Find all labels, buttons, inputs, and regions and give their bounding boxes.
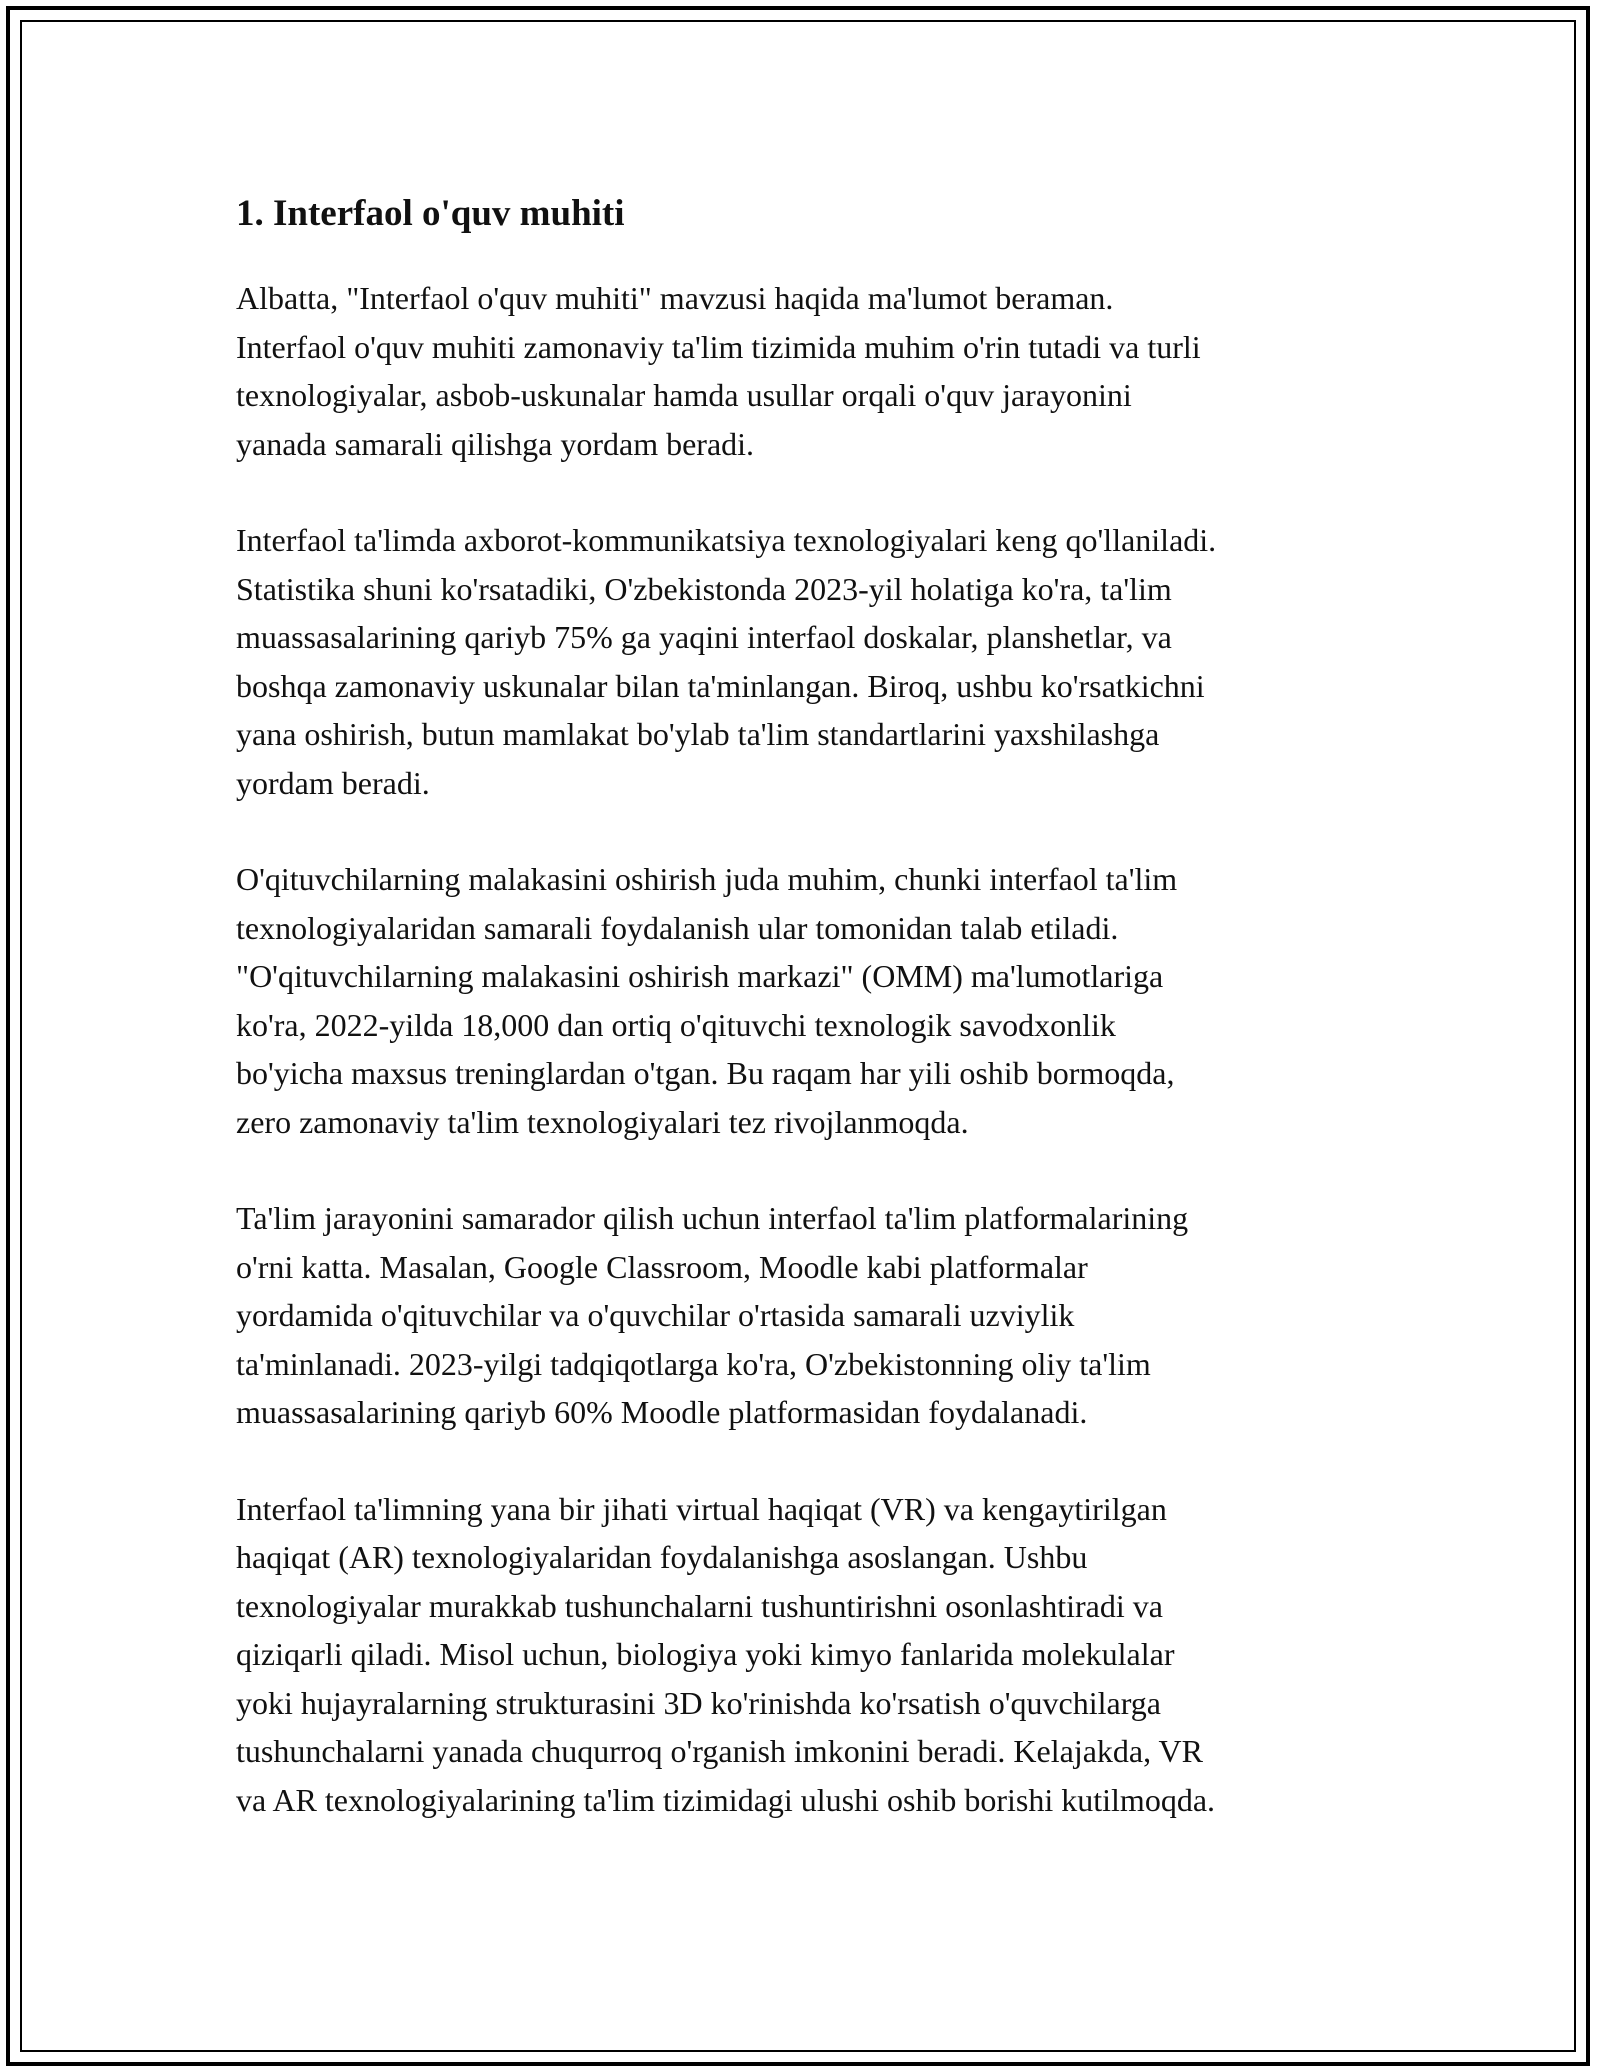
document-body <box>236 184 1396 1872</box>
paragraph-teacher-training: O'qituvchilarning malakasini oshirish juda muhim, chunki interfaol ta'lim texnologiyalaridan samarali foydalanish ular tomonidan talab etiladi. "O'qituvchilarning malakasini oshirish markazi" (OMM) ma'lumotlariga ko'ra, 2022-yilda 18,000 dan ortiq o'qituvchi texnologik savodxonlik bo'yicha maxsus treninglardan o'tgan. Bu raqam har yili oshib bormoqda, zero zamonaviy ta'lim texnologiyalari tez rivojlanmoqda. <box>236 861 1178 1140</box>
paragraph-vr-ar: Interfaol ta'limning yana bir jihati virtual haqiqat (VR) va kengaytirilgan haqiqat (AR) texnologiyalaridan foydalanishga asoslangan. Ushbu texnologiyalar murakkab tushunchalarni tushuntirishni osonlashtiradi va qiziqarli qiladi. Misol uchun, biologiya yoki kimyo fanlarida molekulalar yoki hujayralarning strukturasini 3D ko'rinishda ko'rsatish o'quvchilarga tushunchalarni yanada chuqurroq o'rganish imkonini beradi. Kelajakda, VR va AR texnologiyalarining ta'lim tizimidagi ulushi oshib borishi kutilmoqda. <box>236 1490 1216 1818</box>
paragraph-platforms: Ta'lim jarayonini samarador qilish uchun interfaol ta'lim platformalarining o'rni katta. Masalan, Google Classroom, Moodle kabi platformalar yordamida o'qituvchilar va o'quvchilar o'rtasida samarali uzviylik ta'minlanadi. 2023-yilgi tadqiqotlarga ko'ra, O'zbekistonning oliy ta'lim muassasalarining qariyb 60% Moodle platformasidan foydalanadi. <box>236 1200 1189 1430</box>
paragraph-ict-statistics: Interfaol ta'limda axborot-kommunikatsiya texnologiyalari keng qo'llaniladi. Statistika shuni ko'rsatadiki, O'zbekistonda 2023-yil holatiga ko'ra, ta'lim muassasalarining qariyb 75% ga yaqini interfaol doskalar, planshetlar, va boshqa zamonaviy uskunalar bilan ta'minlangan. Biroq, ushbu ko'rsatkichni yana oshirish, butun mamlakat bo'ylab ta'lim standartlarini yaxshilashga yordam beradi. <box>236 522 1217 801</box>
section-heading: 1. Interfaol o'quv muhiti <box>236 193 625 234</box>
paragraph-intro: Albatta, "Interfaol o'quv muhiti" mavzusi haqida ma'lumot beraman. Interfaol o'quv muhiti zamonaviy ta'lim tizimida muhim o'rin tutadi va turli texnologiyalar, asbob-uskunalar hamda usullar orqali o'quv jarayonini yanada samarali qilishga yordam beradi. <box>236 280 1201 462</box>
